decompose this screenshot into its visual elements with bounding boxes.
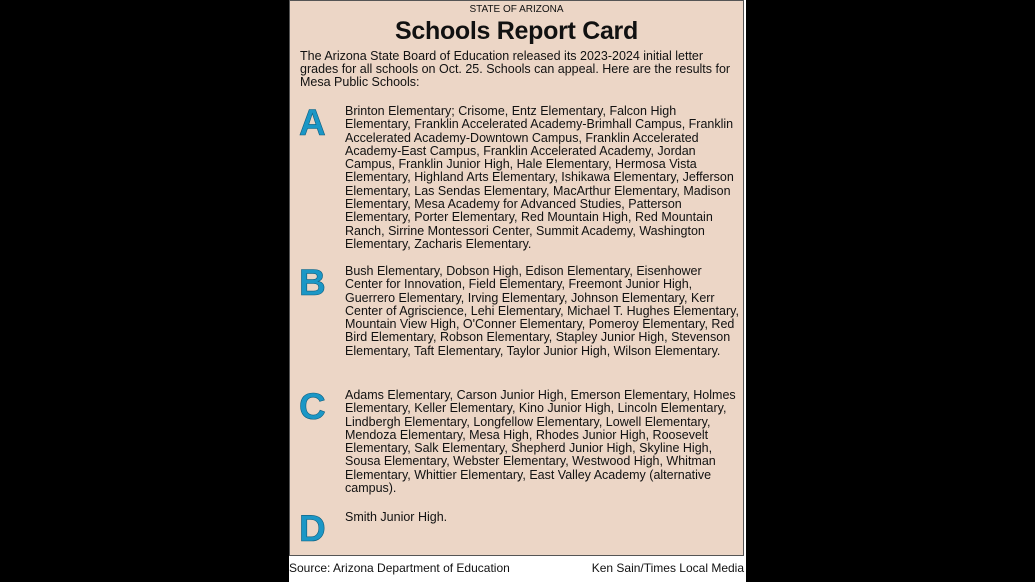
page-title: Schools Report Card xyxy=(395,17,638,45)
grade-school-list: Smith Junior High. xyxy=(345,510,448,524)
grade-letter: C xyxy=(299,386,326,427)
report-card-panel xyxy=(289,0,744,556)
grade-school-list: Brinton Elementary; Crisome, Entz Elementary, Falcon High Elementary, Franklin Accelerated Academy-Brimhall Campus, Franklin Accelerated Academy-Downtown Campus, Franklin Accelerated Academy-East Campus, Franklin Accelerated Academy, Jordan Campus, Franklin Junior High, Hale Elementary, Hermosa Vista Elementary, Highland Arts Elementary, Ishikawa Elementary, Jefferson Elementary, Las Sendas Elementary, MacArthur Elementary, Madison Elementary, Mesa Academy for Advanced Studies, Patterson Elementary, Porter Elementary, Red Mountain High, Red Mountain Ranch, Sirrine Montessori Center, Summit Academy, Washington Elementary, Zacharis Elementary. xyxy=(345,104,734,251)
author-credit: Ken Sain/Times Local Media xyxy=(591,561,744,575)
infographic-page xyxy=(289,0,746,582)
grade-letter: B xyxy=(299,262,326,303)
source-credit: Source: Arizona Department of Education xyxy=(289,561,510,575)
grade-letter: A xyxy=(299,102,326,143)
grade-school-list: Adams Elementary, Carson Junior High, Emerson Elementary, Holmes Elementary, Keller Elementary, Kino Junior High, Lincoln Elementary, Lindbergh Elementary, Longfellow Elementary, Lowell Elementary, Mendoza Elementary, Mesa High, Rhodes Junior High, Roosevelt Elementary, Salk Elementary, Shepherd Junior High, Skyline High, Sousa Elementary, Webster Elementary, Westwood High, Whitman Elementary, Whittier Elementary, East Valley Academy (alternative campus). xyxy=(345,388,736,496)
grade-school-list: Bush Elementary, Dobson High, Edison Elementary, Eisenhower Center for Innovation, Field Elementary, Freemont Junior High, Guerrero Elementary, Irving Elementary, Johnson Elementary, Kerr Center of Agriscience, Lehi Elementary, Michael T. Hughes Elementary, Mountain View High, O'Conner Elementary, Pomeroy Elementary, Red Bird Elementary, Robson Elementary, Stapley Junior High, Stevenson Elementary, Taft Elementary, Taylor Junior High, Wilson Elementary. xyxy=(345,264,739,358)
kicker-label: STATE OF ARIZONA xyxy=(469,4,564,15)
grade-letter: D xyxy=(299,508,326,549)
intro-paragraph: The Arizona State Board of Education released its 2023-2024 initial letter grades for all schools on Oct. 25. Schools can appeal. Here are the results for Mesa Public Schools: xyxy=(300,49,731,90)
